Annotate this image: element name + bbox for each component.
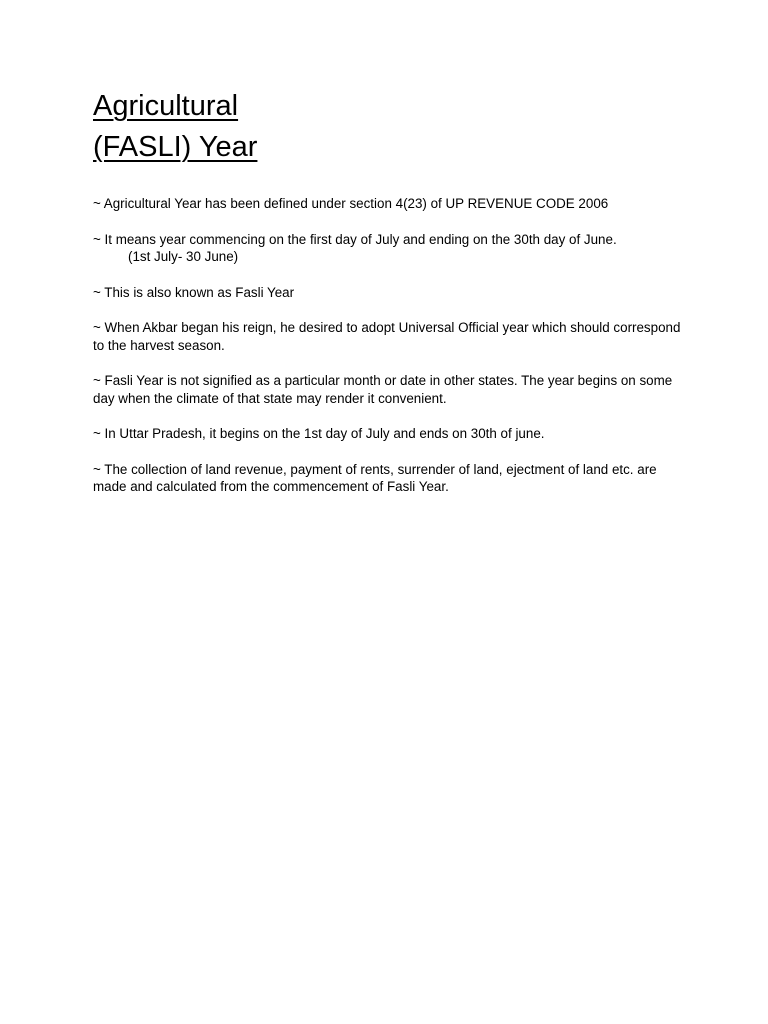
paragraph-text: ~ It means year commencing on the first day of July and ending on the 30th day of June. [93,231,617,247]
document-page [93,86,683,514]
paragraph-akbar [93,319,683,354]
paragraph-other-states [93,372,683,407]
document-body [93,195,683,496]
paragraph-text: ~ In Uttar Pradesh, it begins on the 1st day of July and ends on 30th of june. [93,426,545,441]
paragraph-text: ~ This is also known as Fasli Year [93,284,295,300]
title-line-2: (FASLI) Year [93,131,258,163]
paragraph-text: ~ When Akbar began his reign, he desired to adopt Universal Official year which should correspond to the harvest season. [93,320,681,353]
title-line-1: Agricultural [93,90,239,122]
paragraph-text: ~ The collection of land revenue, payment of rents, surrender of land, ejectment of land etc. are made and calculated from the commencement of Fasli Year. [93,461,657,494]
paragraph-collection [93,461,683,496]
paragraph-text: ~ Fasli Year is not signified as a particular month or date in other states. The year begins on some day when the climate of that state may render it convenient. [93,373,673,406]
document-title [93,86,683,168]
paragraph-subnote: (1st July- 30 June) [128,249,239,264]
paragraph-also-known [93,284,683,302]
paragraph-uttar-pradesh [93,425,683,443]
paragraph-definition [93,195,683,213]
paragraph-meaning [93,231,683,266]
paragraph-text: ~ Agricultural Year has been defined under section 4(23) of UP REVENUE CODE 2006 [93,196,609,211]
